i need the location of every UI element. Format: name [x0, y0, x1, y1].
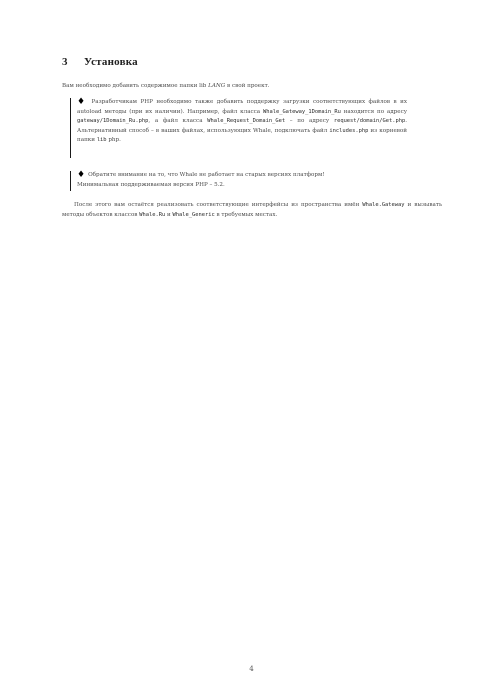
closing-code-class-ru: Whale.Ru [139, 211, 166, 218]
note1-text-1: Разработчикам PHP необходимо также добавить поддержку загрузки соответствующих файлов в их autoload методы (при их наличии). Например, файл класса [77, 99, 407, 115]
note1-text-5: . Альтернативный способ – в ваших файлах, использующих Whale, подключать файл [77, 118, 408, 134]
section-title: Установка [84, 56, 138, 68]
closing-text-3: и [167, 211, 171, 218]
note1-code-path-gateway: gateway/1Domain_Ru.php [77, 118, 149, 125]
note-php-autoload-text [77, 98, 407, 146]
note1-text-3: , а файл класса [148, 118, 203, 125]
page-number: 4 [249, 665, 254, 673]
note1-code-class-gateway: Whale_Gateway_1Domain_Ru [262, 108, 341, 115]
note1-code-class-request: Whale_Request_Domain_Get [207, 118, 286, 125]
note2-line-2: Минимальная поддерживаемая версия PHP – 5.2. [77, 181, 225, 188]
intro-paragraph [62, 82, 442, 92]
note-platform-versions [70, 171, 407, 191]
note1-code-includes: includes.php [329, 127, 369, 134]
closing-text-4: в требуемых местах. [216, 211, 278, 218]
intro-text-after: в свой проект. [227, 83, 270, 89]
intro-lang: LANG [208, 83, 226, 89]
intro-text-before: Вам необходимо добавить содержимое папки lib [62, 83, 207, 89]
closing-text-2: и вызывать методы объектов классов [62, 202, 442, 218]
note1-text-6: из корневой папки [77, 127, 407, 144]
note2-line-1: Обратите внимание на то, что Whale не работает на старых версиях платформ! [88, 172, 325, 178]
note-platform-versions-text [77, 171, 407, 190]
note1-code-path-request: request/domain/Get.php [333, 118, 406, 125]
note1-text-4: – по адресу [289, 118, 330, 125]
diamond-icon: ♦ [77, 170, 86, 180]
note-php-autoload [70, 98, 407, 158]
section-number: 3 [62, 56, 68, 68]
closing-code-class-generic: Whale_Generic [172, 211, 215, 218]
closing-code-namespace: Whale.Gateway [362, 202, 405, 208]
closing-paragraph [62, 201, 442, 220]
note1-text-2: находится по адресу [343, 108, 408, 115]
section-heading [62, 56, 442, 68]
diamond-icon: ♦ [77, 97, 86, 107]
note1-code-lib: lib [96, 137, 107, 144]
closing-text-1: После этого вам остаётся реализовать соответствующие интерфейсы из пространства имён [74, 202, 360, 208]
note1-text-7: php. [108, 137, 121, 144]
